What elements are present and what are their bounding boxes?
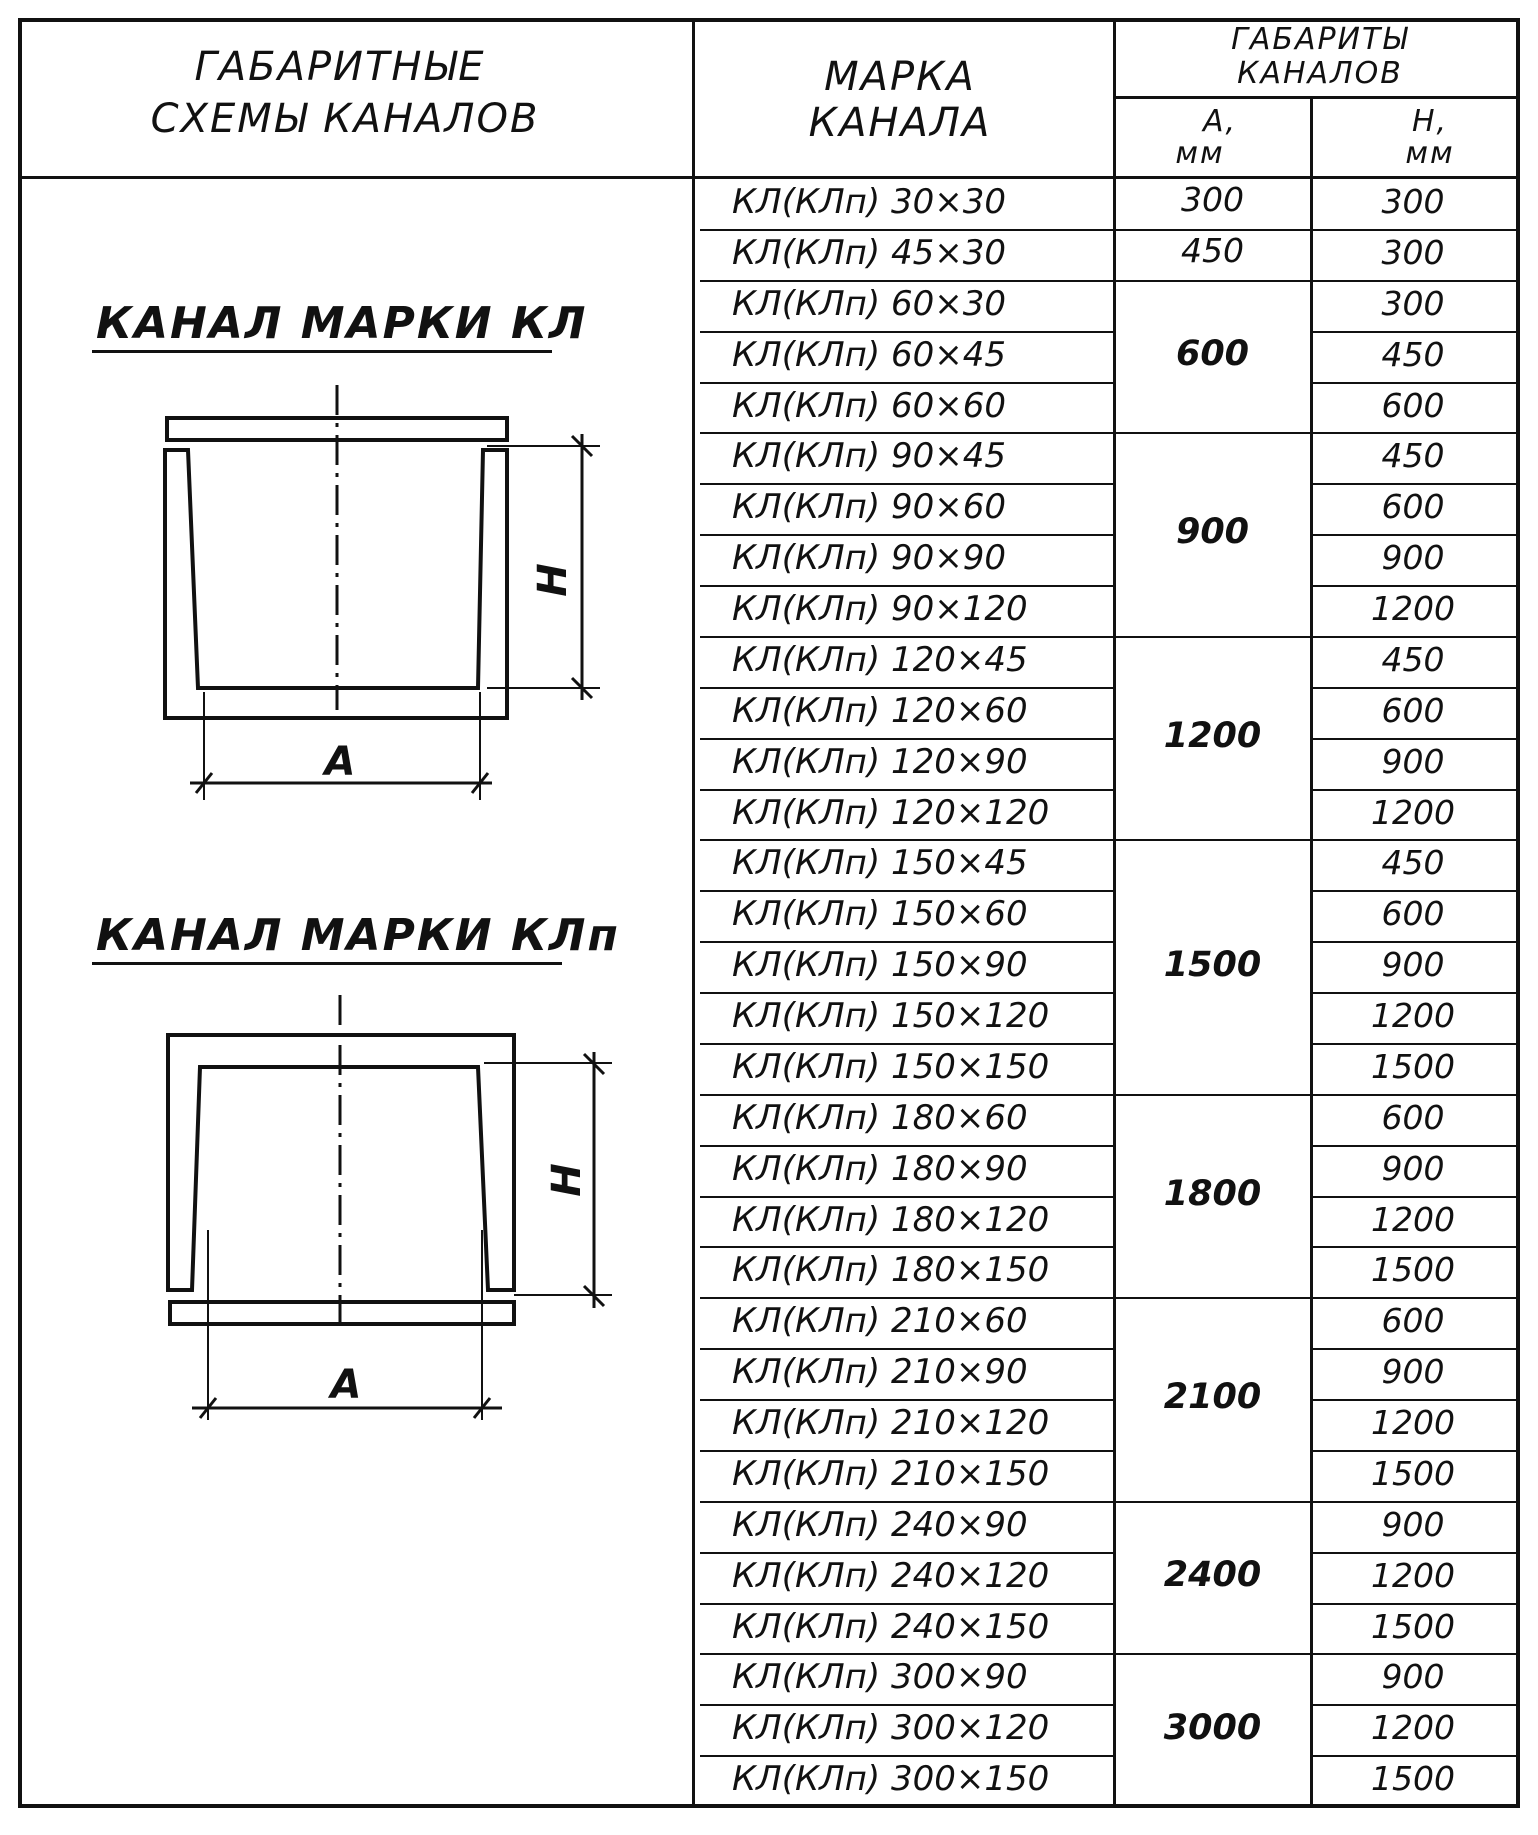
klp-scheme-title: КАНАЛ МАРКИ КЛп xyxy=(96,910,620,961)
divider-mark-a xyxy=(1113,18,1116,1808)
channel-mark-cell: КЛ(КЛп) 210×120 xyxy=(732,1403,1050,1443)
row-divider-h xyxy=(1313,636,1516,638)
channel-mark-cell: КЛ(КЛп) 150×60 xyxy=(732,894,1028,935)
row-divider-h xyxy=(1313,1653,1516,1655)
row-divider-h xyxy=(1313,1297,1516,1299)
row-divider xyxy=(700,1094,1113,1096)
channel-a-cell: 1800 xyxy=(1163,1173,1262,1214)
row-divider xyxy=(700,941,1113,943)
channel-mark-cell: КЛ(КЛп) 60×30 xyxy=(732,283,1006,324)
channel-h-cell: 1200 xyxy=(1371,589,1455,628)
klp-title-underline xyxy=(92,962,562,965)
channel-mark-cell: КЛ(КЛп) 150×45 xyxy=(732,843,1028,884)
row-divider xyxy=(700,1501,1113,1503)
channel-h-cell: 1200 xyxy=(1371,1403,1455,1442)
row-divider-h xyxy=(1313,483,1516,485)
row-divider xyxy=(700,1399,1113,1401)
dims-header-line2: КАНАЛОВ xyxy=(1237,56,1403,91)
channel-mark-cell: КЛ(КЛп) 210×60 xyxy=(732,1301,1028,1342)
channel-h-cell: 1500 xyxy=(1371,1453,1455,1493)
row-divider-h xyxy=(1313,1552,1516,1554)
row-divider xyxy=(700,280,1113,282)
mark-header-line2: КАНАЛА xyxy=(808,100,992,146)
row-divider-h xyxy=(1313,382,1516,384)
channel-mark-cell: КЛ(КЛп) 240×120 xyxy=(732,1555,1050,1596)
row-divider xyxy=(700,1704,1113,1706)
schemes-header-line2: СХЕМЫ КАНАЛОВ xyxy=(150,96,540,142)
klp-channel-diagram xyxy=(150,990,620,1440)
row-divider xyxy=(700,992,1113,994)
a-group-divider xyxy=(1113,432,1313,434)
channel-h-cell: 300 xyxy=(1381,182,1445,221)
row-divider-h xyxy=(1313,1450,1516,1452)
row-divider xyxy=(700,331,1113,333)
row-divider xyxy=(700,1246,1113,1248)
row-divider xyxy=(700,1145,1113,1147)
channel-mark-cell: КЛ(КЛп) 120×90 xyxy=(732,741,1028,782)
row-divider xyxy=(700,483,1113,485)
row-divider xyxy=(700,432,1113,434)
channel-mark-cell: КЛ(КЛп) 180×150 xyxy=(732,1250,1050,1291)
row-divider-h xyxy=(1313,738,1516,740)
channel-mark-cell: КЛ(КЛп) 90×60 xyxy=(732,487,1006,528)
row-divider xyxy=(700,687,1113,689)
channel-h-cell: 450 xyxy=(1381,639,1445,679)
a-header-unit: мм xyxy=(1175,136,1225,171)
channel-h-cell: 450 xyxy=(1381,436,1445,476)
a-group-divider xyxy=(1113,1094,1313,1096)
channel-h-cell: 900 xyxy=(1381,1352,1445,1392)
row-divider xyxy=(700,1450,1113,1452)
channel-mark-cell: КЛ(КЛп) 210×90 xyxy=(732,1352,1028,1393)
row-divider xyxy=(700,1653,1113,1655)
channel-h-cell: 900 xyxy=(1381,741,1445,781)
channel-h-cell: 1500 xyxy=(1371,1046,1455,1086)
channel-mark-cell: КЛ(КЛп) 60×60 xyxy=(732,385,1006,426)
channel-mark-cell: КЛ(КЛп) 90×45 xyxy=(732,436,1006,477)
channel-h-cell: 900 xyxy=(1381,1148,1445,1188)
a-group-divider xyxy=(1113,839,1313,841)
channel-mark-cell: КЛ(КЛп) 150×150 xyxy=(732,1046,1050,1087)
channel-mark-cell: КЛ(КЛп) 300×90 xyxy=(732,1657,1028,1698)
row-divider-h xyxy=(1313,687,1516,689)
dims-header-line1: ГАБАРИТЫ xyxy=(1231,22,1409,57)
channel-mark-cell: КЛ(КЛп) 300×150 xyxy=(732,1759,1050,1800)
channel-h-cell: 900 xyxy=(1381,945,1445,985)
kl-a-label: А xyxy=(324,739,356,785)
channel-a-cell: 1200 xyxy=(1163,715,1262,756)
row-divider-h xyxy=(1313,1246,1516,1248)
row-divider-h xyxy=(1313,1094,1516,1096)
row-divider-h xyxy=(1313,1043,1516,1045)
row-divider-h xyxy=(1313,331,1516,333)
row-divider-h xyxy=(1313,534,1516,536)
kl-title-underline xyxy=(92,350,552,353)
channel-h-cell: 1200 xyxy=(1371,1199,1455,1239)
row-divider-h xyxy=(1313,1501,1516,1503)
row-divider xyxy=(700,1755,1113,1757)
row-divider-h xyxy=(1313,1603,1516,1605)
row-divider-h xyxy=(1313,1704,1516,1706)
channel-a-cell: 1500 xyxy=(1163,944,1262,985)
klp-a-label: А xyxy=(330,1362,362,1408)
row-divider xyxy=(700,738,1113,740)
a-group-divider xyxy=(1113,1501,1313,1503)
channel-mark-cell: КЛ(КЛп) 150×120 xyxy=(732,996,1050,1036)
channel-mark-cell: КЛ(КЛп) 150×90 xyxy=(732,945,1028,986)
row-divider xyxy=(700,585,1113,587)
channel-h-cell: 900 xyxy=(1381,1657,1445,1697)
kl-h-label: Н xyxy=(530,563,576,597)
channel-mark-cell: КЛ(КЛп) 120×45 xyxy=(732,639,1028,680)
channel-mark-cell: КЛ(КЛп) 120×120 xyxy=(732,792,1050,833)
row-divider xyxy=(700,789,1113,791)
channel-a-cell: 450 xyxy=(1181,230,1244,270)
channel-h-cell: 1200 xyxy=(1371,792,1455,832)
channel-a-cell: 900 xyxy=(1175,512,1250,553)
channel-mark-cell: КЛ(КЛп) 90×120 xyxy=(732,589,1028,629)
channel-h-cell: 600 xyxy=(1381,487,1445,527)
kl-scheme-title: КАНАЛ МАРКИ КЛ xyxy=(96,298,588,349)
channel-a-cell: 2100 xyxy=(1163,1377,1262,1417)
h-header-unit: мм xyxy=(1405,136,1455,171)
channel-mark-cell: КЛ(КЛп) 300×120 xyxy=(732,1708,1050,1749)
channel-h-cell: 1200 xyxy=(1371,1708,1455,1748)
row-divider xyxy=(700,1043,1113,1045)
channel-h-cell: 900 xyxy=(1381,1504,1445,1544)
row-divider-h xyxy=(1313,1755,1516,1757)
channel-mark-cell: КЛ(КЛп) 60×45 xyxy=(732,334,1006,375)
channel-a-cell: 600 xyxy=(1175,334,1250,375)
row-divider-h xyxy=(1313,1145,1516,1147)
divider-schemes-mark xyxy=(692,18,695,1808)
row-divider-h xyxy=(1313,585,1516,587)
channel-h-cell: 600 xyxy=(1381,385,1445,425)
kl-channel-diagram xyxy=(150,380,610,810)
channel-h-cell: 300 xyxy=(1381,283,1445,323)
row-divider xyxy=(700,1348,1113,1350)
row-divider xyxy=(700,890,1113,892)
channel-mark-cell: КЛ(КЛп) 240×90 xyxy=(732,1504,1028,1545)
row-divider xyxy=(700,382,1113,384)
row-divider xyxy=(700,1552,1113,1554)
a-group-divider xyxy=(1113,1297,1313,1299)
h-header-label: Н, xyxy=(1411,104,1449,139)
dims-subheader-line xyxy=(1113,96,1520,99)
klp-bottom-slab xyxy=(170,1302,514,1324)
row-divider xyxy=(700,229,1113,231)
row-divider-h xyxy=(1313,992,1516,994)
channel-a-cell: 2400 xyxy=(1163,1555,1262,1596)
channel-h-cell: 1500 xyxy=(1371,1606,1455,1646)
row-divider-h xyxy=(1313,1196,1516,1198)
schemes-header-line1: ГАБАРИТНЫЕ xyxy=(194,44,486,90)
channel-mark-cell: КЛ(КЛп) 180×90 xyxy=(732,1148,1028,1189)
channel-mark-cell: КЛ(КЛп) 240×150 xyxy=(732,1606,1050,1647)
row-divider-h xyxy=(1313,280,1516,282)
channel-h-cell: 1200 xyxy=(1371,1555,1455,1595)
row-divider xyxy=(700,839,1113,841)
channel-h-cell: 1500 xyxy=(1371,1250,1455,1290)
row-divider xyxy=(700,636,1113,638)
channel-mark-cell: КЛ(КЛп) 90×90 xyxy=(732,538,1006,579)
row-divider xyxy=(700,1196,1113,1198)
channel-h-cell: 600 xyxy=(1381,1097,1445,1137)
channel-h-cell: 900 xyxy=(1381,538,1445,578)
channel-mark-cell: КЛ(КЛп) 30×30 xyxy=(732,182,1006,222)
row-divider xyxy=(700,534,1113,536)
channel-h-cell: 450 xyxy=(1381,334,1445,374)
channel-h-cell: 600 xyxy=(1381,894,1445,934)
channel-mark-cell: КЛ(КЛп) 120×60 xyxy=(732,690,1028,731)
row-divider-h xyxy=(1313,941,1516,943)
channel-h-cell: 1200 xyxy=(1371,996,1455,1035)
a-group-divider xyxy=(1113,280,1313,282)
channel-mark-cell: КЛ(КЛп) 210×150 xyxy=(732,1453,1050,1494)
a-group-divider xyxy=(1113,636,1313,638)
row-divider-h xyxy=(1313,839,1516,841)
channel-h-cell: 600 xyxy=(1381,690,1445,730)
channel-h-cell: 1500 xyxy=(1371,1759,1455,1799)
row-divider xyxy=(700,1603,1113,1605)
channel-mark-cell: КЛ(КЛп) 45×30 xyxy=(732,232,1006,273)
header-bottom-line xyxy=(18,176,1520,179)
row-divider-h xyxy=(1313,1348,1516,1350)
row-divider-h xyxy=(1313,890,1516,892)
channel-a-cell: 3000 xyxy=(1163,1707,1262,1748)
channel-a-cell: 300 xyxy=(1181,180,1244,219)
channel-mark-cell: КЛ(КЛп) 180×60 xyxy=(732,1097,1028,1138)
row-divider xyxy=(700,1297,1113,1299)
row-divider-h xyxy=(1313,432,1516,434)
mark-header-line1: МАРКА xyxy=(824,54,976,100)
klp-h-label: Н xyxy=(544,1163,590,1197)
channel-mark-cell: КЛ(КЛп) 180×120 xyxy=(732,1199,1050,1240)
channel-h-cell: 600 xyxy=(1381,1301,1445,1341)
channel-h-cell: 300 xyxy=(1381,232,1445,272)
a-header-label: А, xyxy=(1202,104,1238,139)
channel-h-cell: 450 xyxy=(1381,843,1445,883)
row-divider-h xyxy=(1313,789,1516,791)
a-group-divider xyxy=(1113,1653,1313,1655)
row-divider-h xyxy=(1313,229,1516,231)
row-divider-h xyxy=(1313,1399,1516,1401)
